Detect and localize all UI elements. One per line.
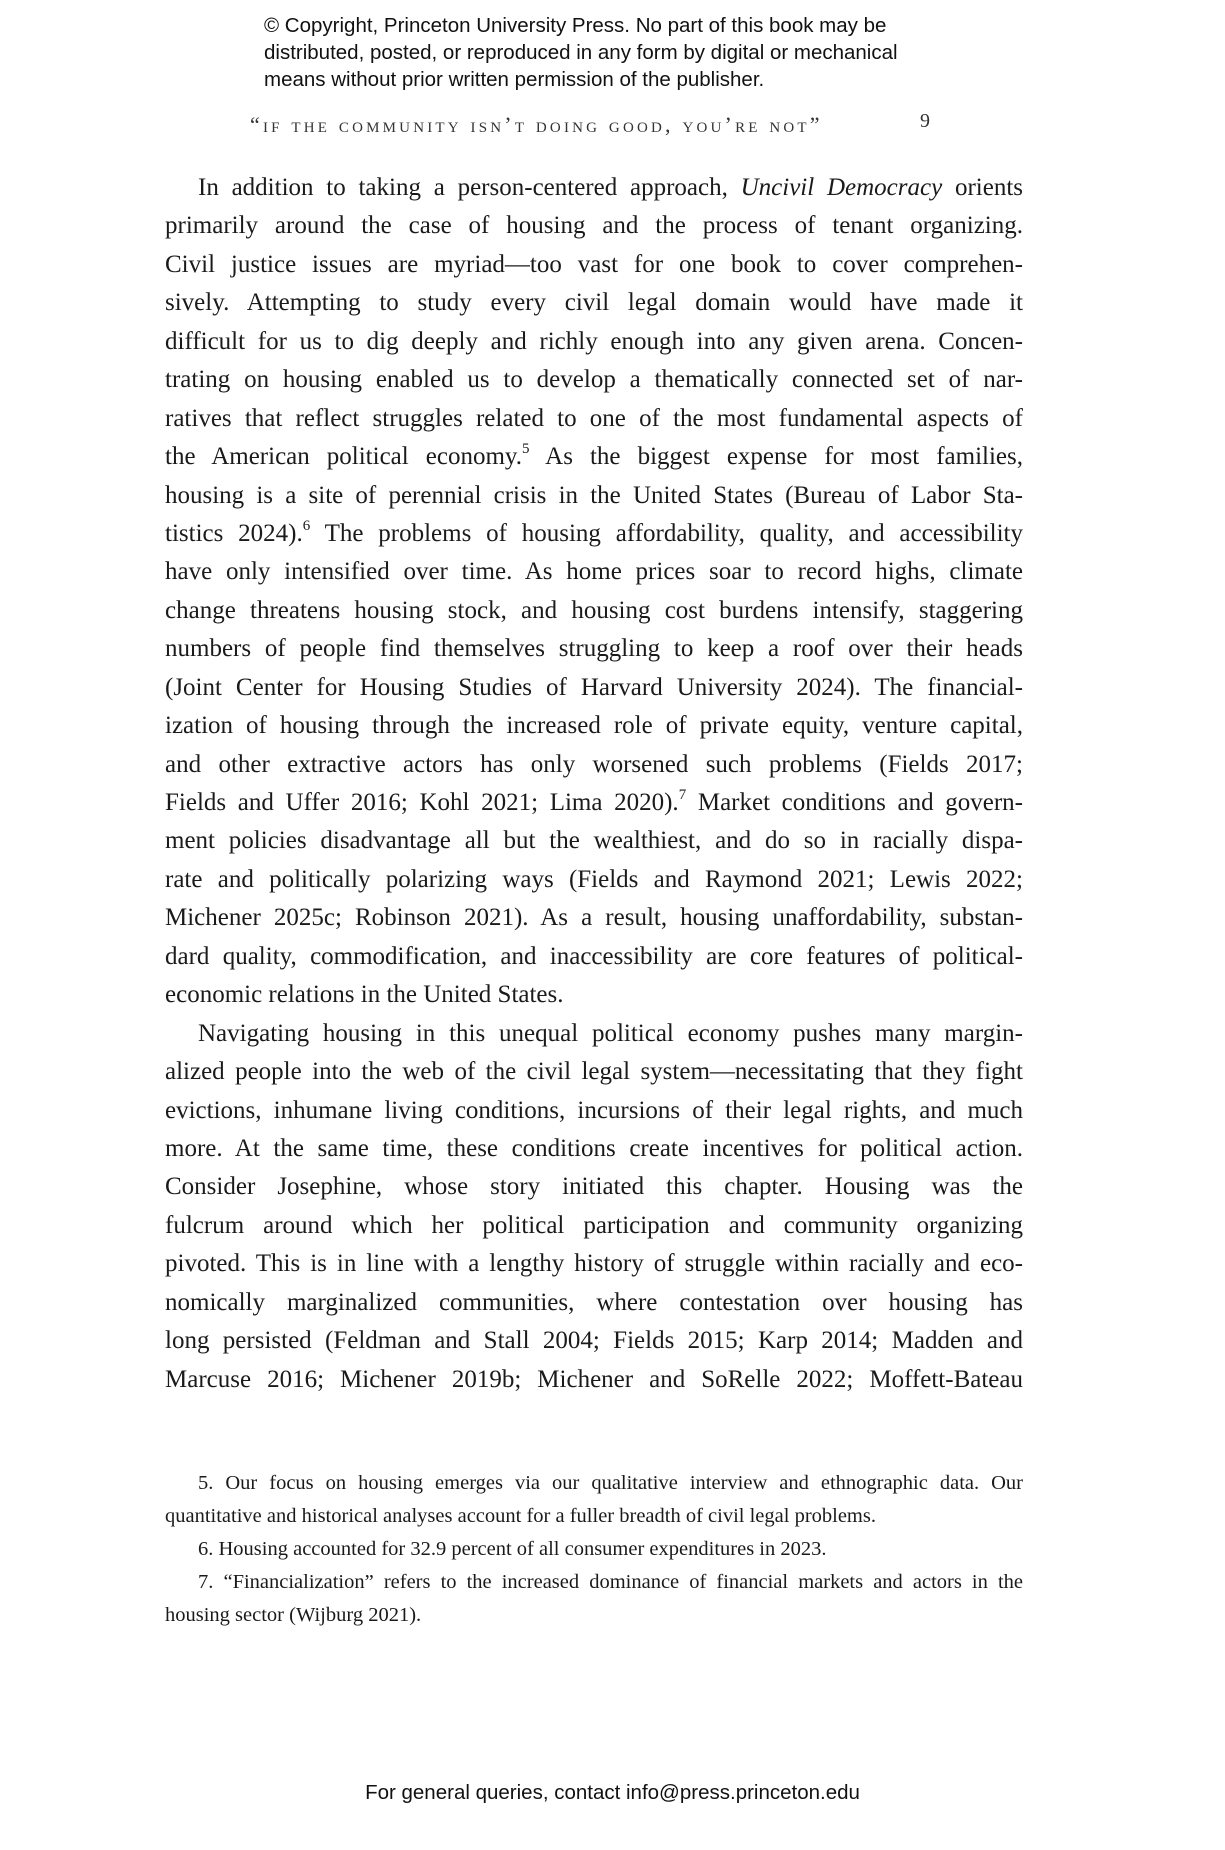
copyright-line: means without prior written permission of the publisher. [264, 68, 765, 91]
text-line [165, 938, 1023, 976]
text-run: quantitative and historical analyses account for a fuller breadth of civil legal problems. [165, 1505, 876, 1527]
text-run: Market conditions and govern- [686, 789, 1023, 816]
text-line [165, 361, 1023, 399]
text-line [165, 592, 1023, 630]
text-line [165, 1053, 1023, 1091]
text-run: sively. Attempting to study every civil legal domain would have made it [165, 289, 1023, 317]
text-line [165, 477, 1023, 515]
text-run: trating on housing enabled us to develop a thematically connected set of nar- [165, 366, 1023, 394]
text-run: orients [942, 174, 1023, 201]
text-run: evictions, inhumane living conditions, incursions of their legal rights, and much [165, 1096, 1023, 1124]
text-run: housing sector (Wijburg 2021). [165, 1604, 422, 1626]
text-line [165, 246, 1023, 284]
footnote-line [165, 1533, 1023, 1566]
text-run: In addition to taking a person-centered approach, [198, 174, 741, 201]
text-run: dard quality, commodification, and inaccessibility are core features of political- [165, 942, 1023, 970]
text-run: housing is a site of perennial crisis in the United States (Bureau of Labor Sta- [165, 481, 1023, 509]
footnote-line [165, 1500, 1023, 1533]
footnote-line [165, 1566, 1023, 1599]
text-line [165, 1322, 1023, 1360]
text-line [165, 1092, 1023, 1130]
text-run: ment policies disadvantage all but the wealthiest, and do so in racially dispa- [165, 827, 1023, 855]
text-line [165, 400, 1023, 438]
text-line [165, 746, 1023, 784]
text-run: tistics 2024). [165, 519, 303, 547]
text-run: difficult for us to dig deeply and richly enough into any given arena. Concen- [165, 327, 1023, 355]
text-line [165, 1168, 1023, 1206]
text-run: Civil justice issues are myriad—too vast for one book to cover comprehen- [165, 250, 1023, 278]
text-line [165, 1361, 1023, 1399]
footnote-ref: 5 [522, 441, 530, 458]
text-run: (Joint Center for Housing Studies of Harvard University 2024). The financial- [165, 673, 1023, 701]
text-line [165, 784, 1023, 822]
text-run: economic relations in the United States. [165, 981, 564, 1009]
text-run: more. At the same time, these conditions create incentives for political action. [165, 1134, 1023, 1162]
running-head [250, 112, 940, 138]
text-run: Fields and Uffer 2016; Kohl 2021; Lima 2020). [165, 789, 679, 816]
text-run: 7. “Financialization” refers to the increased dominance of financial markets and actors in the [198, 1571, 1023, 1593]
text-line [165, 438, 1023, 476]
text-run: As the biggest expense for most families, [529, 443, 1023, 471]
text-run: alized people into the web of the civil legal system—necessitating that they fight [165, 1058, 1023, 1086]
text-line [165, 553, 1023, 591]
text-run: have only intensified over time. As home prices soar to record highs, climate [165, 558, 1023, 586]
text-line [165, 1015, 1023, 1053]
page-number: 9 [920, 110, 930, 132]
text-line [165, 1284, 1023, 1322]
text-run: 5. Our focus on housing emerges via our qualitative interview and ethnographic data. Our [198, 1472, 1023, 1494]
text-run: nomically marginalized communities, where contestation over housing has [165, 1288, 1023, 1316]
footnote-ref: 7 [678, 787, 687, 803]
text-line [165, 323, 1023, 361]
text-line [165, 899, 1023, 937]
text-run: 6. Housing accounted for 32.9 percent of all consumer expenditures in 2023. [198, 1538, 827, 1560]
text-line [165, 207, 1023, 245]
text-run: long persisted (Feldman and Stall 2004; Fields 2015; Karp 2014; Madden and [165, 1327, 1023, 1355]
footnote-line [165, 1599, 1023, 1632]
text-line [165, 630, 1023, 668]
text-run: ratives that reflect struggles related to one of the most fundamental aspects of [165, 404, 1023, 432]
text-run: The problems of housing affordability, quality, and accessibility [310, 519, 1024, 547]
copyright-notice [264, 12, 1004, 93]
body-text [165, 169, 1023, 1399]
footnote-line [165, 1467, 1023, 1500]
text-run: ization of housing through the increased role of private equity, venture capital, [165, 712, 1023, 740]
text-run: Marcuse 2016; Michener 2019b; Michener and SoRelle 2022; Moffett-Bateau [165, 1365, 1023, 1393]
book-title: Uncivil Democracy [740, 174, 943, 201]
text-run: Michener 2025c; Robinson 2021). As a result, housing unaffordability, substan- [165, 904, 1023, 932]
footer-contact: For general queries, contact info@press.princeton.edu [365, 1781, 860, 1804]
text-line [165, 1207, 1023, 1245]
text-run: Consider Josephine, whose story initiated this chapter. Housing was the [165, 1173, 1023, 1201]
text-run: rate and politically polarizing ways (Fields and Raymond 2021; Lewis 2022; [165, 865, 1023, 893]
text-run: change threatens housing stock, and housing cost burdens intensify, staggering [165, 596, 1023, 624]
running-head-title: “if the community isn’t doing good, you’re not” [250, 112, 823, 137]
text-line [165, 284, 1023, 322]
footnote-ref: 6 [302, 517, 311, 534]
text-run: fulcrum around which her political participation and community organizing [165, 1211, 1023, 1239]
text-line [165, 1245, 1023, 1283]
text-run: the American political economy. [165, 443, 523, 471]
text-line [165, 707, 1023, 745]
text-line [165, 822, 1023, 860]
copyright-line: © Copyright, Princeton University Press. No part of this book may be [264, 14, 887, 37]
text-line [165, 976, 1023, 1014]
text-run: primarily around the case of housing and the process of tenant organizing. [165, 212, 1023, 240]
text-line [165, 515, 1023, 553]
footnotes [165, 1467, 1023, 1632]
text-run: Navigating housing in this unequal political economy pushes many margin- [198, 1019, 1023, 1047]
copyright-line: distributed, posted, or reproduced in any form by digital or mechanical [264, 41, 898, 64]
text-line [165, 669, 1023, 707]
text-run: numbers of people find themselves struggling to keep a roof over their heads [165, 635, 1023, 663]
text-run: pivoted. This is in line with a lengthy history of struggle within racially and eco- [165, 1250, 1023, 1278]
text-line [165, 1130, 1023, 1168]
text-run: and other extractive actors has only worsened such problems (Fields 2017; [165, 750, 1023, 778]
text-line [165, 169, 1023, 207]
text-line [165, 861, 1023, 899]
